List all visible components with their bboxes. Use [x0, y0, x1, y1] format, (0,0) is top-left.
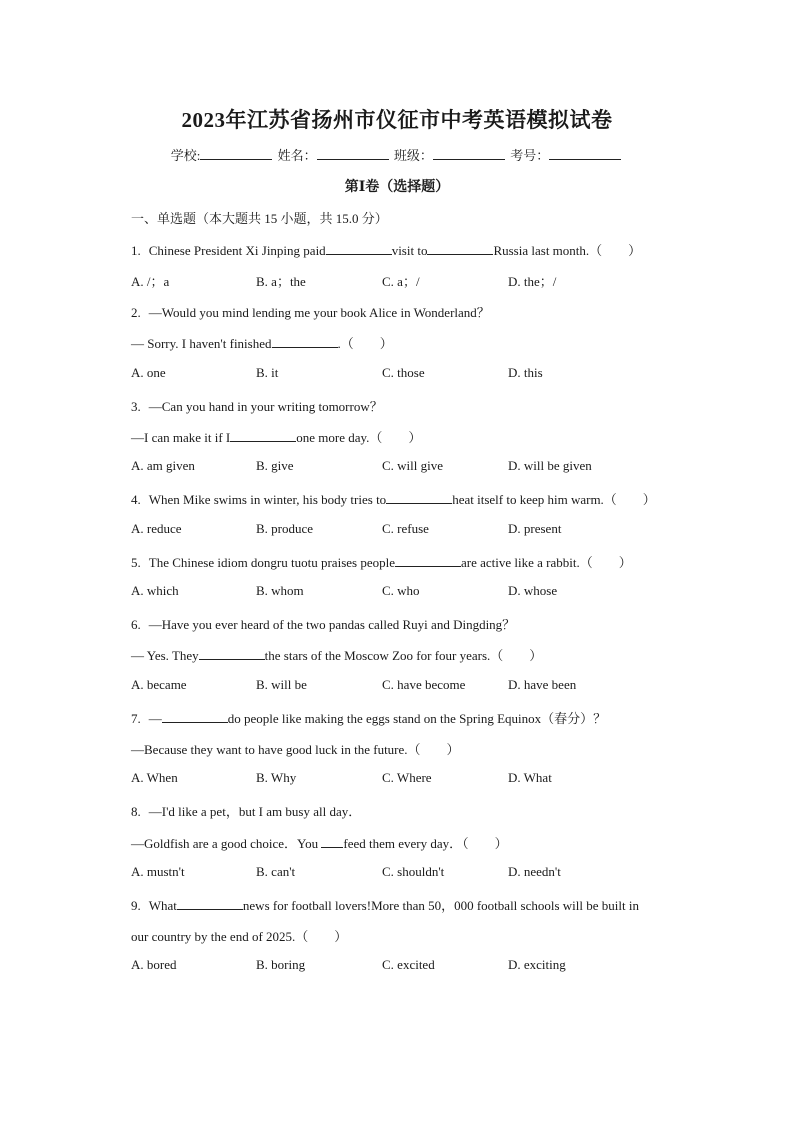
option-a[interactable]: A. /；a — [131, 274, 170, 289]
option-a[interactable]: A. When — [131, 770, 178, 785]
answer-blank[interactable] — [230, 430, 296, 442]
option-a[interactable]: A. bored — [131, 957, 177, 972]
option-c[interactable]: C. refuse — [382, 521, 429, 536]
school-label: 学校: — [170, 148, 201, 163]
option-b[interactable]: B. give — [256, 458, 294, 473]
question-2: 2. —Would you mind lending me your book Alice in Wonderland？ — [131, 305, 490, 320]
number-label: 考号： — [510, 148, 550, 163]
option-b[interactable]: B. produce — [256, 521, 314, 536]
name-blank[interactable] — [317, 147, 389, 160]
option-d[interactable]: D. needn't — [508, 864, 561, 879]
question-4: 4. When Mike swims in winter, his body tries to heat itself to keep him warm.（ ） — [131, 492, 656, 507]
answer-blank[interactable] — [321, 836, 343, 848]
option-b[interactable]: B. boring — [256, 957, 306, 972]
option-c[interactable]: C. shouldn't — [382, 864, 445, 879]
question-2-reply: — Sorry. I haven't finished .（ ） — [131, 336, 393, 351]
option-d[interactable]: D. present — [508, 521, 562, 536]
option-a[interactable]: A. one — [131, 365, 166, 380]
answer-blank[interactable] — [395, 555, 461, 567]
option-b[interactable]: B. will be — [256, 677, 307, 692]
option-c[interactable]: C. have become — [382, 677, 466, 692]
question-8-reply: —Goldfish are a good choice．You feed them every day．（ ） — [131, 836, 508, 851]
option-a[interactable]: A. became — [131, 677, 187, 692]
option-a[interactable]: A. am given — [131, 458, 195, 473]
option-b[interactable]: B. Why — [256, 770, 297, 785]
option-a[interactable]: A. reduce — [131, 521, 182, 536]
number-blank[interactable] — [549, 147, 621, 160]
option-d[interactable]: D. this — [508, 365, 543, 380]
option-c[interactable]: C. a；/ — [382, 274, 420, 289]
question-3-reply: —I can make it if I one more day.（ ） — [131, 430, 422, 445]
option-b[interactable]: B. it — [256, 365, 279, 380]
question-7: 7. — do people like making the eggs stand on the Spring Equinox（春分）？ — [131, 711, 607, 726]
option-d[interactable]: D. will be given — [508, 458, 592, 473]
answer-blank[interactable] — [272, 336, 338, 348]
question-5: 5. The Chinese idiom dongru tuotu praises people are active like a rabbit.（ ） — [131, 555, 632, 570]
question-9-cont: our country by the end of 2025.（ ） — [131, 929, 348, 944]
answer-blank[interactable] — [177, 898, 243, 910]
answer-blank[interactable] — [162, 711, 228, 723]
class-blank[interactable] — [433, 147, 505, 160]
option-d[interactable]: D. have been — [508, 677, 577, 692]
option-a[interactable]: A. which — [131, 583, 179, 598]
section-heading: 一、单选题（本大题共 15 小题，共 15.0 分） — [131, 211, 388, 226]
answer-blank[interactable] — [386, 492, 452, 504]
option-b[interactable]: B. a；the — [256, 274, 306, 289]
option-b[interactable]: B. whom — [256, 583, 304, 598]
option-c[interactable]: C. excited — [382, 957, 435, 972]
option-d[interactable]: D. exciting — [508, 957, 566, 972]
question-8: 8. —I'd like a pet，but I am busy all day． — [131, 804, 362, 819]
question-9: 9. What news for football lovers!More than 50，000 football schools will be built in — [131, 898, 639, 913]
answer-blank[interactable] — [326, 243, 392, 255]
option-c[interactable]: C. Where — [382, 770, 432, 785]
answer-blank[interactable] — [199, 648, 265, 660]
question-6: 6. —Have you ever heard of the two pandas called Ruyi and Dingding？ — [131, 617, 516, 632]
option-c[interactable]: C. will give — [382, 458, 444, 473]
option-d[interactable]: D. the；/ — [508, 274, 557, 289]
question-7-reply: —Because they want to have good luck in the future.（ ） — [131, 742, 460, 757]
option-b[interactable]: B. can't — [256, 864, 296, 879]
option-a[interactable]: A. mustn't — [131, 864, 185, 879]
part-heading: 第Ⅰ卷（选择题） — [344, 180, 450, 195]
question-6-reply: — Yes. They the stars of the Moscow Zoo for four years.（ ） — [131, 648, 543, 663]
answer-blank[interactable] — [427, 243, 493, 255]
exam-title: 2023年江苏省扬州市仪征市中考英语模拟试卷 — [181, 108, 613, 132]
option-d[interactable]: D. What — [508, 770, 552, 785]
student-info — [0, 145, 794, 164]
class-label: 班级： — [393, 148, 433, 163]
option-c[interactable]: C. those — [382, 365, 425, 380]
school-blank[interactable] — [200, 147, 272, 160]
option-d[interactable]: D. whose — [508, 583, 558, 598]
question-3: 3. —Can you hand in your writing tomorrow？ — [131, 399, 383, 414]
question-1: 1. Chinese President Xi Jinping paid visit to Russia last month.（ ） — [131, 243, 642, 258]
name-label: 姓名： — [277, 148, 317, 163]
option-c[interactable]: C. who — [382, 583, 420, 598]
